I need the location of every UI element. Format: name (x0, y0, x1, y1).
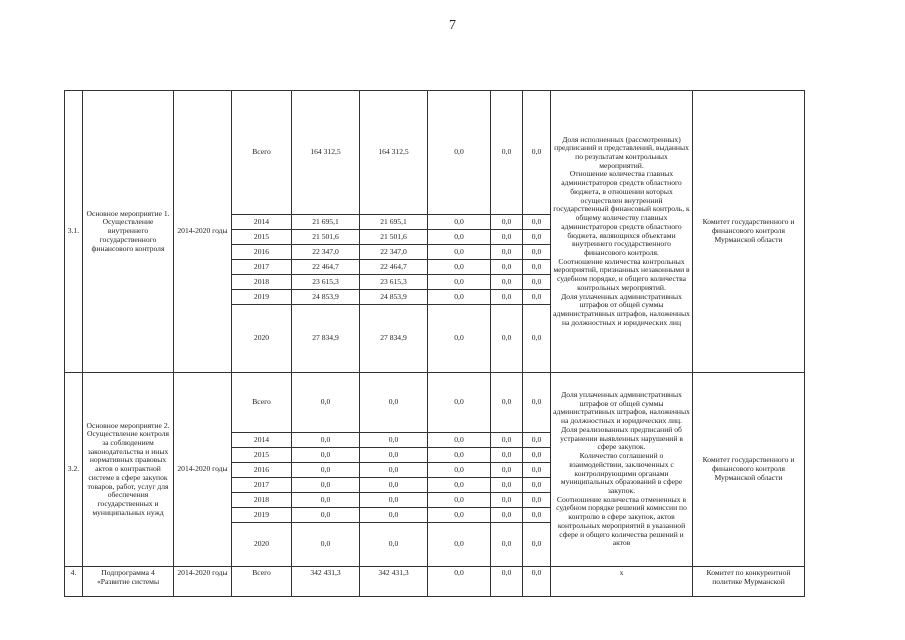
value-cell: 0,0 (523, 260, 551, 275)
value-cell: 0,0 (491, 260, 523, 275)
total-cell: 164 312,5 (292, 91, 360, 215)
total-cell: 0,0 (292, 433, 360, 448)
value-cell: 0,0 (523, 91, 551, 215)
value-cell: 0,0 (523, 463, 551, 478)
year-cell: Всего (232, 567, 292, 597)
executor: Комитет государственного и финансового контроля Мурманской области (693, 91, 805, 373)
regional-cell: 0,0 (360, 373, 428, 433)
regional-cell: 164 312,5 (360, 91, 428, 215)
value-cell: 0,0 (428, 433, 491, 448)
value-cell: 0,0 (523, 245, 551, 260)
indicator-text: Доля реализованных предписаний об устранении выявленных нарушений в сфере закупок. (560, 424, 683, 452)
value-cell: 0,0 (428, 215, 491, 230)
regional-cell: 21 695,1 (360, 215, 428, 230)
year-cell: 2019 (232, 290, 292, 305)
value-cell: 0,0 (523, 290, 551, 305)
value-cell: 0,0 (523, 523, 551, 567)
regional-cell: 0,0 (360, 493, 428, 508)
value-cell: 0,0 (428, 260, 491, 275)
value-cell: 0,0 (428, 373, 491, 433)
total-cell: 0,0 (292, 493, 360, 508)
activity-name: Основное мероприятие 2. Осуществление контроля за соблюдением законодательства и иных нормативных правовых актов о контрактной системе в сфере закупок товаров, работ, услуг для обеспечения государственных и муниципальных нужд (83, 373, 174, 567)
total-cell: 342 431,3 (292, 567, 360, 597)
total-cell: 23 615,3 (292, 275, 360, 290)
program-table (64, 90, 805, 597)
value-cell: 0,0 (523, 305, 551, 373)
regional-cell: 0,0 (360, 433, 428, 448)
indicators-cell (551, 373, 693, 567)
indicator-text: Количество соглашений о взаимодействии, заключенных с контролирующими органами муниципальных образований в сфере закупок. (560, 451, 683, 495)
year-cell: 2017 (232, 260, 292, 275)
indicator-text: Отношение количества главных администраторов средств областного бюджета, в отношении которых осуществлен внутренний государственный финансовый контроль, к общему количеству главных администраторов средств областного бюджета, являющихся объектами внутреннего государственного финансового контроля. (553, 169, 690, 257)
regional-cell: 22 347,0 (360, 245, 428, 260)
year-cell: 2014 (232, 433, 292, 448)
value-cell: 0,0 (491, 493, 523, 508)
total-cell: 0,0 (292, 373, 360, 433)
year-cell: 2019 (232, 508, 292, 523)
year-cell: 2014 (232, 215, 292, 230)
value-cell: 0,0 (491, 230, 523, 245)
value-cell: 0,0 (523, 493, 551, 508)
total-cell: 22 347,0 (292, 245, 360, 260)
value-cell: 0,0 (428, 448, 491, 463)
value-cell: 0,0 (428, 463, 491, 478)
regional-cell: 27 834,9 (360, 305, 428, 373)
year-cell: 2015 (232, 230, 292, 245)
total-cell: 0,0 (292, 523, 360, 567)
value-cell: 0,0 (428, 508, 491, 523)
indicator-text: Доля исполненных (рассмотренных) предписаний и представлений, выданных по результатам контрольных мероприятий. (554, 134, 689, 170)
period: 2014-2020 годы (174, 373, 232, 567)
regional-cell: 342 431,3 (360, 567, 428, 597)
value-cell: 0,0 (428, 478, 491, 493)
year-cell: 2016 (232, 463, 292, 478)
indicator-text: Доля уплаченных административных штрафов от общей суммы административных штрафов, наложенных на должностных и юридических лиц. (553, 390, 690, 426)
value-cell: 0,0 (491, 215, 523, 230)
executor: Комитет по конкурентной политике Мурманской (693, 567, 805, 597)
value-cell: 0,0 (428, 567, 491, 597)
value-cell: 0,0 (491, 275, 523, 290)
total-cell: 0,0 (292, 478, 360, 493)
value-cell: 0,0 (428, 230, 491, 245)
year-cell: 2018 (232, 275, 292, 290)
total-cell: 24 853,9 (292, 290, 360, 305)
page-number: 7 (449, 18, 456, 33)
regional-cell: 0,0 (360, 463, 428, 478)
year-cell: 2016 (232, 245, 292, 260)
row-number: 3.1. (65, 91, 83, 373)
year-cell: 2020 (232, 305, 292, 373)
regional-cell: 0,0 (360, 478, 428, 493)
value-cell: 0,0 (428, 91, 491, 215)
row-number: 3.2. (65, 373, 83, 567)
indicator-text: Соотношение количества контрольных мероприятий, признанных незаконными в судебном порядке, и общего количества контрольных мероприятий. (553, 256, 690, 292)
year-cell: 2015 (232, 448, 292, 463)
activity-name: Подпрограмма 4 «Развитие системы (83, 567, 174, 597)
value-cell: 0,0 (491, 290, 523, 305)
value-cell: 0,0 (523, 275, 551, 290)
value-cell: 0,0 (523, 230, 551, 245)
value-cell: 0,0 (491, 508, 523, 523)
regional-cell: 21 501,6 (360, 230, 428, 245)
period: 2014-2020 годы (174, 567, 232, 597)
year-cell: 2020 (232, 523, 292, 567)
value-cell: 0,0 (491, 245, 523, 260)
indicator-text: Соотношение количества отмененных в судебном порядке решений комиссии по контролю в сфере закупок, актов контрольных мероприятий в указанной сфере и общего количества решений и актов (556, 494, 687, 548)
total-cell: 0,0 (292, 463, 360, 478)
year-cell: Всего (232, 373, 292, 433)
value-cell: 0,0 (523, 373, 551, 433)
value-cell: 0,0 (523, 215, 551, 230)
value-cell: 0,0 (523, 567, 551, 597)
value-cell: 0,0 (523, 478, 551, 493)
value-cell: 0,0 (428, 245, 491, 260)
regional-cell: 0,0 (360, 448, 428, 463)
year-cell: Всего (232, 91, 292, 215)
total-cell: 21 501,6 (292, 230, 360, 245)
value-cell: 0,0 (523, 508, 551, 523)
value-cell: 0,0 (428, 275, 491, 290)
total-cell: 27 834,9 (292, 305, 360, 373)
value-cell: 0,0 (428, 305, 491, 373)
regional-cell: 24 853,9 (360, 290, 428, 305)
regional-cell: 0,0 (360, 508, 428, 523)
value-cell: 0,0 (523, 433, 551, 448)
value-cell: 0,0 (491, 91, 523, 215)
value-cell: 0,0 (491, 305, 523, 373)
regional-cell: 22 464,7 (360, 260, 428, 275)
row-number: 4. (65, 567, 83, 597)
executor: Комитет государственного и финансового контроля Мурманской области (693, 373, 805, 567)
value-cell: 0,0 (491, 448, 523, 463)
total-cell: 22 464,7 (292, 260, 360, 275)
value-cell: 0,0 (491, 523, 523, 567)
indicators-cell (551, 91, 693, 373)
year-cell: 2017 (232, 478, 292, 493)
total-cell: 0,0 (292, 448, 360, 463)
total-cell: 21 695,1 (292, 215, 360, 230)
value-cell: 0,0 (523, 448, 551, 463)
regional-cell: 0,0 (360, 523, 428, 567)
table-row (65, 373, 805, 433)
indicators-cell: х (551, 567, 693, 597)
value-cell: 0,0 (428, 290, 491, 305)
indicator-text: Доля уплаченных административных штрафов от общей суммы административных штрафов, наложенных на должностных и юридических лиц (553, 291, 690, 327)
regional-cell: 23 615,3 (360, 275, 428, 290)
table-row (65, 91, 805, 215)
value-cell: 0,0 (428, 493, 491, 508)
value-cell: 0,0 (491, 567, 523, 597)
year-cell: 2018 (232, 493, 292, 508)
table-row (65, 567, 805, 597)
value-cell: 0,0 (491, 463, 523, 478)
value-cell: 0,0 (428, 523, 491, 567)
period: 2014-2020 годы (174, 91, 232, 373)
value-cell: 0,0 (491, 433, 523, 448)
total-cell: 0,0 (292, 508, 360, 523)
activity-name: Основное мероприятие 1. Осуществление внутреннего государственного финансового контроля (83, 91, 174, 373)
value-cell: 0,0 (491, 478, 523, 493)
value-cell: 0,0 (491, 373, 523, 433)
